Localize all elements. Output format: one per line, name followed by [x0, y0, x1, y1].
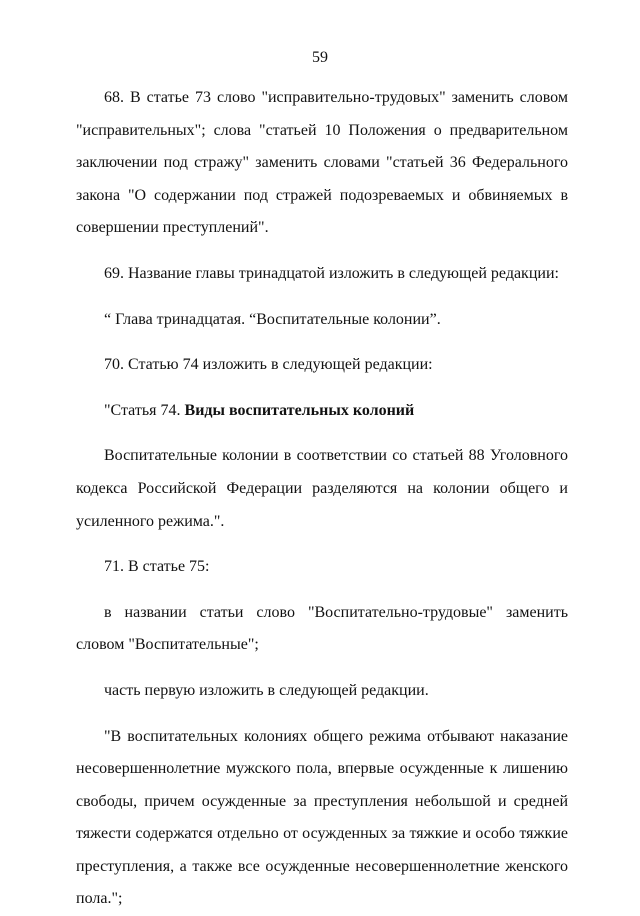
paragraph-71: 71. В статье 75: [76, 551, 568, 584]
article-74-title: Виды воспитательных колоний [185, 402, 415, 419]
paragraph-69-quote: “ Глава тринадцатая. “Воспитательные колонии”. [76, 304, 568, 337]
document-body [76, 82, 568, 916]
paragraph-71-b: часть первую изложить в следующей редакции. [76, 675, 568, 708]
paragraph-68: 68. В статье 73 слово "исправительно-трудовых" заменить словом "исправительных"; слова "статьей 10 Положения о предварительном заключении под стражу" заменить словами "статьей 36 Федерального закона "О содержании под стражей подозреваемых и обвиняемых в совершении преступлений". [76, 82, 568, 245]
paragraph-71-a: в названии статьи слово "Воспитательно-трудовые" заменить словом "Воспитательные"; [76, 597, 568, 662]
page-number: 59 [0, 48, 640, 68]
paragraph-71-c: "В воспитательных колониях общего режима отбывают наказание несовершеннолетние мужского пола, впервые осужденные к лишению свободы, причем осужденные за преступления небольшой и средней тяжести содержатся отдельно от осужденных за тяжкие и особо тяжкие преступления, а также все осужденные несовершеннолетние женского пола."; [76, 721, 568, 916]
article-74-prefix: "Статья 74. [104, 402, 185, 419]
article-74-heading [76, 395, 568, 428]
paragraph-69: 69. Название главы тринадцатой изложить в следующей редакции: [76, 258, 568, 291]
paragraph-70: 70. Статью 74 изложить в следующей редакции: [76, 349, 568, 382]
article-74-body: Воспитательные колонии в соответствии со статьей 88 Уголовного кодекса Российской Федерации разделяются на колонии общего и усиленного режима.". [76, 440, 568, 538]
